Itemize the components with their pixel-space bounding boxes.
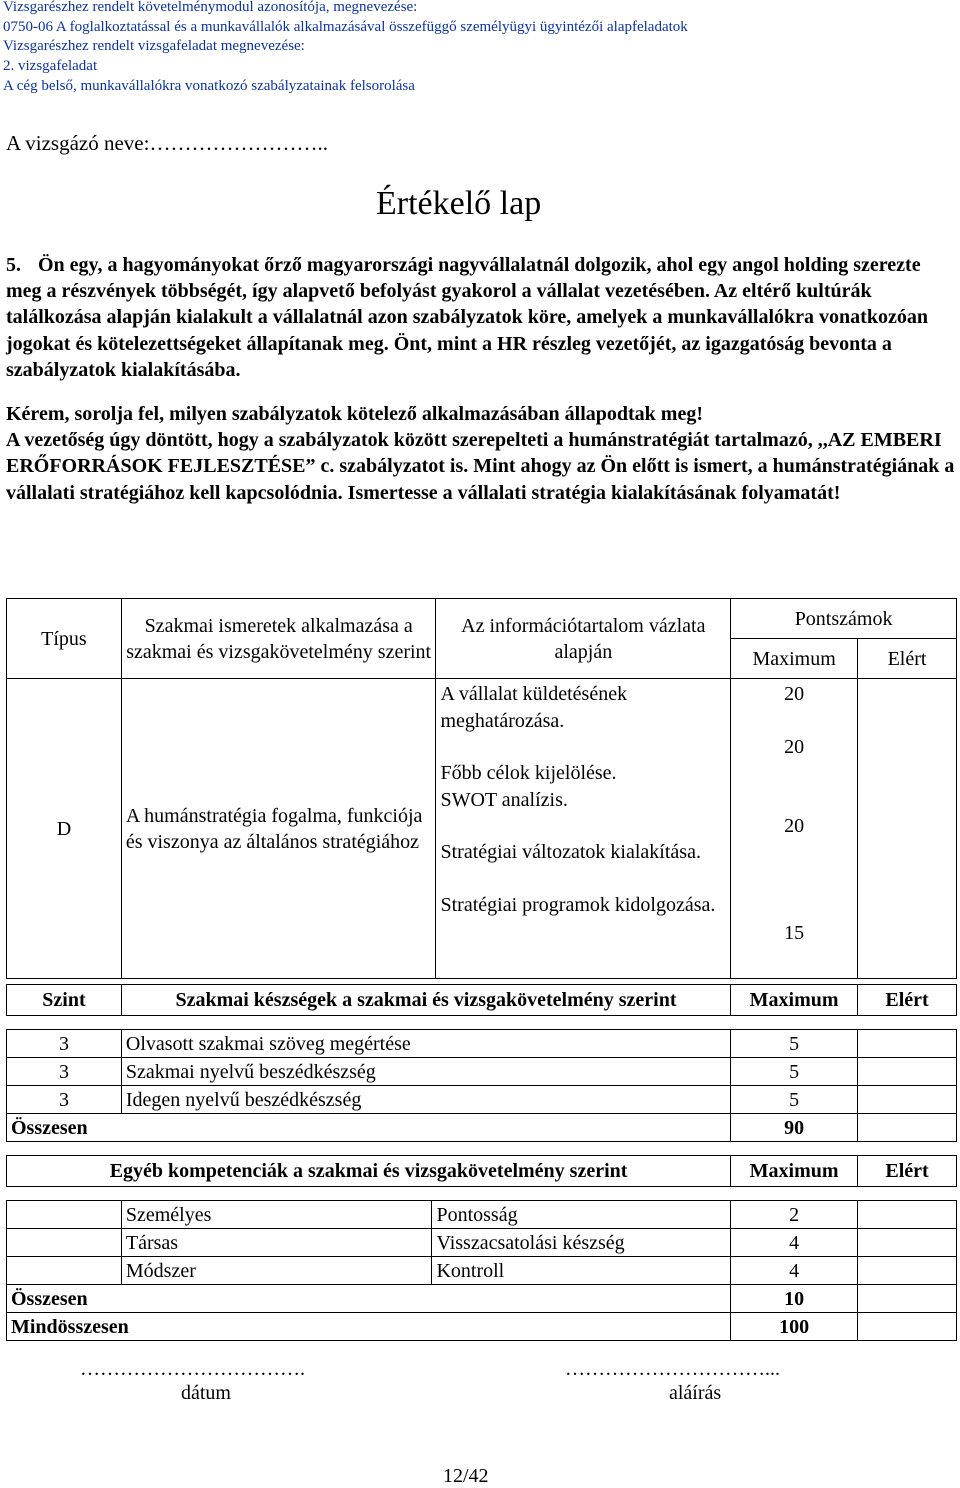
grand-total-value: 100	[731, 1313, 858, 1341]
header-line-4: 2. vizsgafeladat	[3, 58, 98, 75]
col-knowledge-header: Szakmai ismeretek alkalmazása a szakmai és vizsgakövetelmény szerint	[121, 599, 436, 679]
group-cell: Társas	[121, 1229, 432, 1257]
info-item: Főbb célok kijelölése.	[440, 762, 617, 784]
level-cell: 3	[7, 1086, 122, 1114]
info-item: Stratégiai programok kidolgozása.	[440, 893, 716, 916]
other-total-row	[7, 1285, 957, 1313]
max-value: 20	[784, 735, 805, 758]
task-description	[6, 252, 956, 506]
knowledge-cell: A humánstratégia fogalma, funkciója és viszonya az általános stratégiához	[121, 679, 436, 979]
got-cell	[858, 679, 957, 979]
table-row	[7, 1058, 957, 1086]
got-cell	[858, 1201, 957, 1229]
skill-cell: Idegen nyelvű beszédkészség	[121, 1086, 730, 1114]
document-header	[3, 0, 688, 97]
date-dots: …………………………….	[80, 1358, 305, 1380]
info-item: A vállalat küldetésének meghatározása.	[440, 683, 628, 732]
got-cell	[858, 1058, 957, 1086]
table-row	[7, 1030, 957, 1058]
got-cell	[858, 1313, 957, 1341]
max-cell: 5	[731, 1058, 858, 1086]
skills-table	[6, 984, 957, 1341]
got-cell	[858, 1285, 957, 1313]
group-cell: Személyes	[121, 1201, 432, 1229]
task-question-2: A vezetőség úgy döntött, hogy a szabályzatok között szerepelteti a humánstratégiát tartalmazó, ,,AZ EMBERI ERŐFORRÁSOK FEJLESZTÉSE” c. szabályzatot is. Mint ahogy az Ön előtt is ismert, a humánstratégiának a vállalati stratégiához kell kapcsolódnia. Ismertesse a vállalati stratégia kialakításának folyamatát!	[6, 429, 955, 504]
col-max-header: Maximum	[731, 639, 858, 679]
knowledge-table	[6, 598, 957, 979]
task-question-1: Kérem, sorolja fel, milyen szabályzatok kötelező alkalmazásában állapodtak meg!	[6, 403, 703, 426]
task-paragraph-1	[6, 252, 956, 383]
max-value: 15	[784, 921, 805, 944]
max-cell	[731, 679, 858, 979]
other-total-value: 10	[731, 1285, 858, 1313]
group-cell: Módszer	[121, 1257, 432, 1285]
info-cell	[436, 679, 731, 979]
max-cell: 2	[731, 1201, 858, 1229]
type-cell: D	[7, 679, 122, 979]
max-value: 20	[784, 815, 805, 837]
got-cell	[858, 1030, 957, 1058]
grand-total-label: Mindösszesen	[7, 1313, 731, 1341]
header-line-1: Vizsgarészhez rendelt követelménymodul azonosítója, megnevezése:	[3, 0, 418, 15]
grand-total-row	[7, 1313, 957, 1341]
item-cell: Visszacsatolási készség	[432, 1229, 731, 1257]
skill-cell: Szakmai nyelvű beszédkészség	[121, 1058, 730, 1086]
other-header: Egyéb kompetenciák a szakmai és vizsgakövetelmény szerint	[7, 1156, 731, 1187]
col-got-header: Elért	[858, 639, 957, 679]
other-max-header: Maximum	[731, 1156, 858, 1187]
item-cell: Pontosság	[432, 1201, 731, 1229]
other-total-label: Összesen	[7, 1285, 731, 1313]
level-cell: 3	[7, 1030, 122, 1058]
empty-cell	[7, 1257, 122, 1285]
col-info-header: Az információtartalom vázlata alapján	[436, 599, 731, 679]
max-cell: 4	[731, 1257, 858, 1285]
table-row	[7, 1229, 957, 1257]
skill-cell: Olvasott szakmai szöveg megértése	[121, 1030, 730, 1058]
examinee-name-field: A vizsgázó neve:……………………..	[6, 131, 328, 155]
signature-dots: …………………………...	[565, 1358, 780, 1380]
table-row	[7, 1201, 957, 1229]
max-cell: 5	[731, 1086, 858, 1114]
task-text: Ön egy, a hagyományokat őrző magyarországi nagyvállalatnál dolgozik, ahol egy angol holding szerezte meg a részvények többségét, így alapvető befolyást gyakorol a vállalat vezetésében. Az eltérő kultúrák találkozása alapján kialakult a vállalatnál azon szabályzatok köre, amelyek a munkavállalókra vonatkozóan jogokat és kötelezettségeket állapítanak meg. Önt, mint a HR részleg vezetőjét, az igazgatóság bevonta a szabályzatok kialakításába.	[6, 254, 928, 381]
page-number: 12/42	[443, 1465, 489, 1487]
max-value: 20	[784, 683, 805, 705]
signature-label: aláírás	[669, 1382, 722, 1404]
item-cell: Kontroll	[432, 1257, 731, 1285]
max-cell: 4	[731, 1229, 858, 1257]
header-line-3: Vizsgarészhez rendelt vizsgafeladat megnevezése:	[3, 38, 305, 55]
max-cell: 5	[731, 1030, 858, 1058]
info-item: Stratégiai változatok kialakítása.	[440, 841, 701, 863]
page-title: Értékelő lap	[376, 185, 542, 222]
level-cell: 3	[7, 1058, 122, 1086]
task-number: 5.	[6, 254, 21, 276]
got-cell	[858, 1229, 957, 1257]
col-type-header: Típus	[7, 599, 122, 679]
subtotal-label: Összesen	[7, 1114, 731, 1142]
got-cell	[858, 1086, 957, 1114]
subtotal-row	[7, 1114, 957, 1142]
col-skills-header: Szakmai készségek a szakmai és vizsgakövetelmény szerint	[121, 985, 730, 1016]
col-max-header: Maximum	[731, 985, 858, 1016]
col-got-header: Elért	[858, 985, 957, 1016]
got-cell	[858, 1257, 957, 1285]
table-row	[7, 1257, 957, 1285]
header-line-2: 0750-06 A foglalkoztatással és a munkavállalók alkalmazásával összefüggő személyügyi ügyintézői alapfeladatok	[3, 18, 688, 35]
other-got-header: Elért	[858, 1156, 957, 1187]
empty-cell	[7, 1229, 122, 1257]
empty-cell	[7, 1201, 122, 1229]
info-item: SWOT analízis.	[440, 788, 568, 811]
date-label: dátum	[181, 1382, 231, 1404]
header-line-5: A cég belső, munkavállalókra vonatkozó szabályzatainak felsorolása	[3, 77, 415, 94]
got-cell	[858, 1114, 957, 1142]
col-level-header: Szint	[7, 985, 122, 1016]
subtotal-value: 90	[731, 1114, 858, 1142]
table-row	[7, 1086, 957, 1114]
col-points-header: Pontszámok	[731, 599, 957, 639]
